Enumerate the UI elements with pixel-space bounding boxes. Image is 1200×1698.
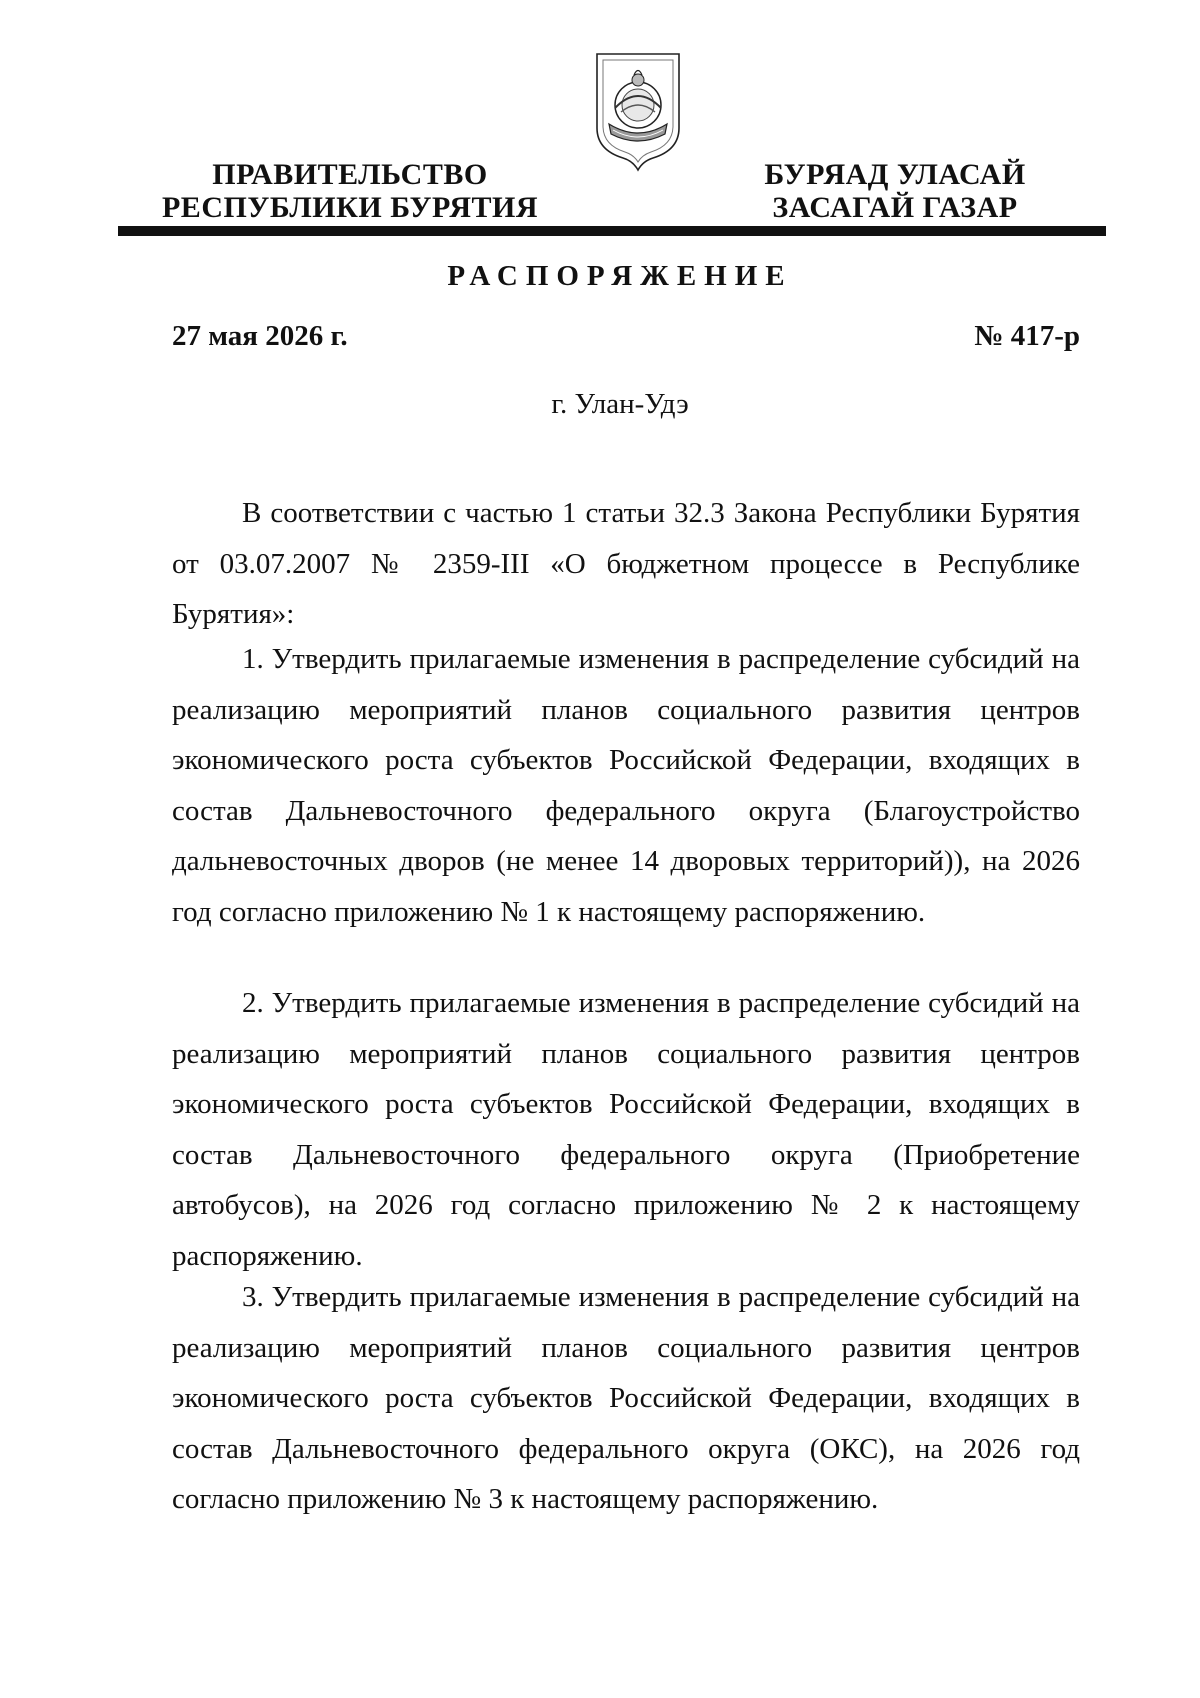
header-divider [118, 226, 1106, 236]
government-title-buryat-line2: ЗАСАГАЙ ГАЗАР [772, 191, 1018, 224]
document-type-title: РАСПОРЯЖЕНИЕ [447, 260, 793, 292]
item-3-paragraph: 3. Утвердить прилагаемые изменения в распределение субсидий на реализацию мероприятий планов социального развития центров экономического роста субъектов Российской Федерации, входящих в состав Дальневосточного федерального округа (ОКС), на 2026 год согласно приложению № 3 к настоящему распоряжению. [172, 1281, 1080, 1515]
document-date: 27 мая 2026 г. [172, 320, 348, 352]
government-title-russian [160, 158, 540, 224]
document-number: № 417-р [974, 320, 1080, 352]
government-title-line1: ПРАВИТЕЛЬСТВО [212, 158, 488, 191]
government-title-buryat [730, 158, 1060, 224]
item-2-paragraph: 2. Утвердить прилагаемые изменения в распределение субсидий на реализацию мероприятий планов социального развития центров экономического роста субъектов Российской Федерации, входящих в состав Дальневосточного федерального округа (Приобретение автобусов), на 2026 год согласно приложению № 2 к настоящему распоряжению. [172, 987, 1080, 1272]
document-city: г. Улан-Удэ [551, 388, 689, 420]
item-1-paragraph: 1. Утвердить прилагаемые изменения в распределение субсидий на реализацию мероприятий планов социального развития центров экономического роста субъектов Российской Федерации, входящих в состав Дальневосточного федерального округа (Благоустройство дальневосточных дворов (не менее 14 дворовых территорий)), на 2026 год согласно приложению № 1 к настоящему распоряжению. [172, 643, 1080, 928]
government-title-line2: РЕСПУБЛИКИ БУРЯТИЯ [161, 191, 539, 224]
preamble-paragraph: В соответствии с частью 1 статьи 32.3 Закона Республики Бурятия от 03.07.2007 № 2359-III «О бюджетном процессе в Республике Бурятия»: [172, 497, 1080, 630]
government-title-buryat-line1: БУРЯАД УЛАСАЙ [764, 158, 1026, 191]
coat-of-arms-icon [591, 50, 685, 174]
